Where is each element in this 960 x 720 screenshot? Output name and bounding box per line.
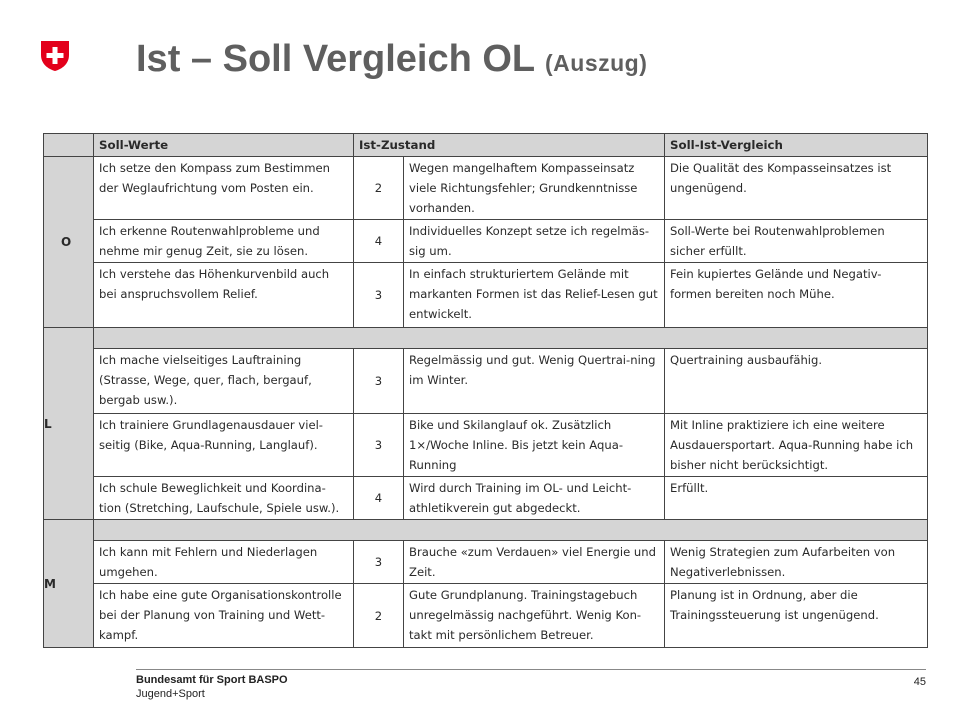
title-main: Ist – Soll Vergleich OL <box>136 38 535 80</box>
vergleich-cell: Mit Inline praktiziere ich eine weitere Ausdauersportart. Aqua-Running habe ich bisher nicht berücksichtigt. <box>665 414 928 477</box>
swiss-cross-shield-icon <box>40 40 70 72</box>
soll-cell: Ich trainiere Grundlagenausdauer viel-seitig (Bike, Aqua-Running, Langlauf). <box>94 414 354 477</box>
table-row <box>44 349 928 414</box>
table-row <box>44 157 928 220</box>
ist-cell: Wegen mangelhaftem Kompasseinsatz viele Richtungsfehler; Grundkenntnisse vorhanden. <box>404 157 665 220</box>
rating-cell: 4 <box>354 220 404 263</box>
table-row <box>44 414 928 477</box>
comparison-table <box>43 133 928 648</box>
rating-cell: 3 <box>354 349 404 414</box>
vergleich-cell: Die Qualität des Kompasseinsatzes ist ungenügend. <box>665 157 928 220</box>
rating-cell: 2 <box>354 157 404 220</box>
vergleich-cell: Quertraining ausbaufähig. <box>665 349 928 414</box>
ist-cell: Regelmässig und gut. Wenig Quertrai-ning im Winter. <box>404 349 665 414</box>
table-header-row <box>44 134 928 157</box>
soll-cell: Ich schule Beweglichkeit und Koordina-tion (Stretching, Laufschule, Spiele usw.). <box>94 477 354 520</box>
ist-cell: Wird durch Training im OL- und Leicht-athletikverein gut abgedeckt. <box>404 477 665 520</box>
section-label-m: M <box>44 520 94 648</box>
page-title <box>136 38 647 81</box>
separator-cell <box>94 328 928 349</box>
header-vergleich: Soll-Ist-Vergleich <box>665 134 928 157</box>
footer-divider <box>136 669 926 670</box>
title-suffix: (Auszug) <box>545 50 648 76</box>
section-label-o: O <box>44 157 94 328</box>
ist-cell: Brauche «zum Verdauen» viel Energie und Zeit. <box>404 541 665 584</box>
header-soll: Soll-Werte <box>94 134 354 157</box>
vergleich-cell: Planung ist in Ordnung, aber die Trainingssteuerung ist ungenügend. <box>665 584 928 648</box>
table-row <box>44 541 928 584</box>
soll-cell: Ich mache vielseitiges Lauftraining (Strasse, Wege, quer, flach, bergauf, bergab usw.). <box>94 349 354 414</box>
ist-cell: Bike und Skilanglauf ok. Zusätzlich 1×/Woche Inline. Bis jetzt kein Aqua-Running <box>404 414 665 477</box>
soll-cell: Ich verstehe das Höhenkurvenbild auch bei anspruchsvollem Relief. <box>94 263 354 328</box>
section-label-l: L <box>44 328 94 520</box>
vergleich-cell: Erfüllt. <box>665 477 928 520</box>
soll-cell: Ich setze den Kompass zum Bestimmen der Weglaufrichtung vom Posten ein. <box>94 157 354 220</box>
table-row <box>44 477 928 520</box>
table-row <box>44 220 928 263</box>
vergleich-cell: Fein kupiertes Gelände und Negativ-formen bereiten noch Mühe. <box>665 263 928 328</box>
section-separator <box>44 328 928 349</box>
soll-cell: Ich erkenne Routenwahlprobleme und nehme mir genug Zeit, sie zu lösen. <box>94 220 354 263</box>
ist-cell: Gute Grundplanung. Trainingstagebuch unregelmässig nachgeführt. Wenig Kon-takt mit persönlichem Betreuer. <box>404 584 665 648</box>
header-corner <box>44 134 94 157</box>
vergleich-cell: Wenig Strategien zum Aufarbeiten von Negativerlebnissen. <box>665 541 928 584</box>
footer-organization: Bundesamt für Sport BASPO <box>136 674 288 686</box>
rating-cell: 3 <box>354 541 404 584</box>
table-row <box>44 584 928 648</box>
ist-cell: In einfach strukturiertem Gelände mit markanten Formen ist das Relief-Lesen gut entwickelt. <box>404 263 665 328</box>
rating-cell: 3 <box>354 263 404 328</box>
table-row <box>44 263 928 328</box>
footer-subtitle: Jugend+Sport <box>136 688 205 700</box>
separator-cell <box>94 520 928 541</box>
section-separator <box>44 520 928 541</box>
soll-cell: Ich kann mit Fehlern und Niederlagen umgehen. <box>94 541 354 584</box>
rating-cell: 2 <box>354 584 404 648</box>
rating-cell: 4 <box>354 477 404 520</box>
rating-cell: 3 <box>354 414 404 477</box>
header-ist: Ist-Zustand <box>354 134 665 157</box>
vergleich-cell: Soll-Werte bei Routenwahlproblemen sicher erfüllt. <box>665 220 928 263</box>
page-number: 45 <box>913 676 926 688</box>
ist-cell: Individuelles Konzept setze ich regelmäs-sig um. <box>404 220 665 263</box>
soll-cell: Ich habe eine gute Organisationskontrolle bei der Planung von Training und Wett-kampf. <box>94 584 354 648</box>
